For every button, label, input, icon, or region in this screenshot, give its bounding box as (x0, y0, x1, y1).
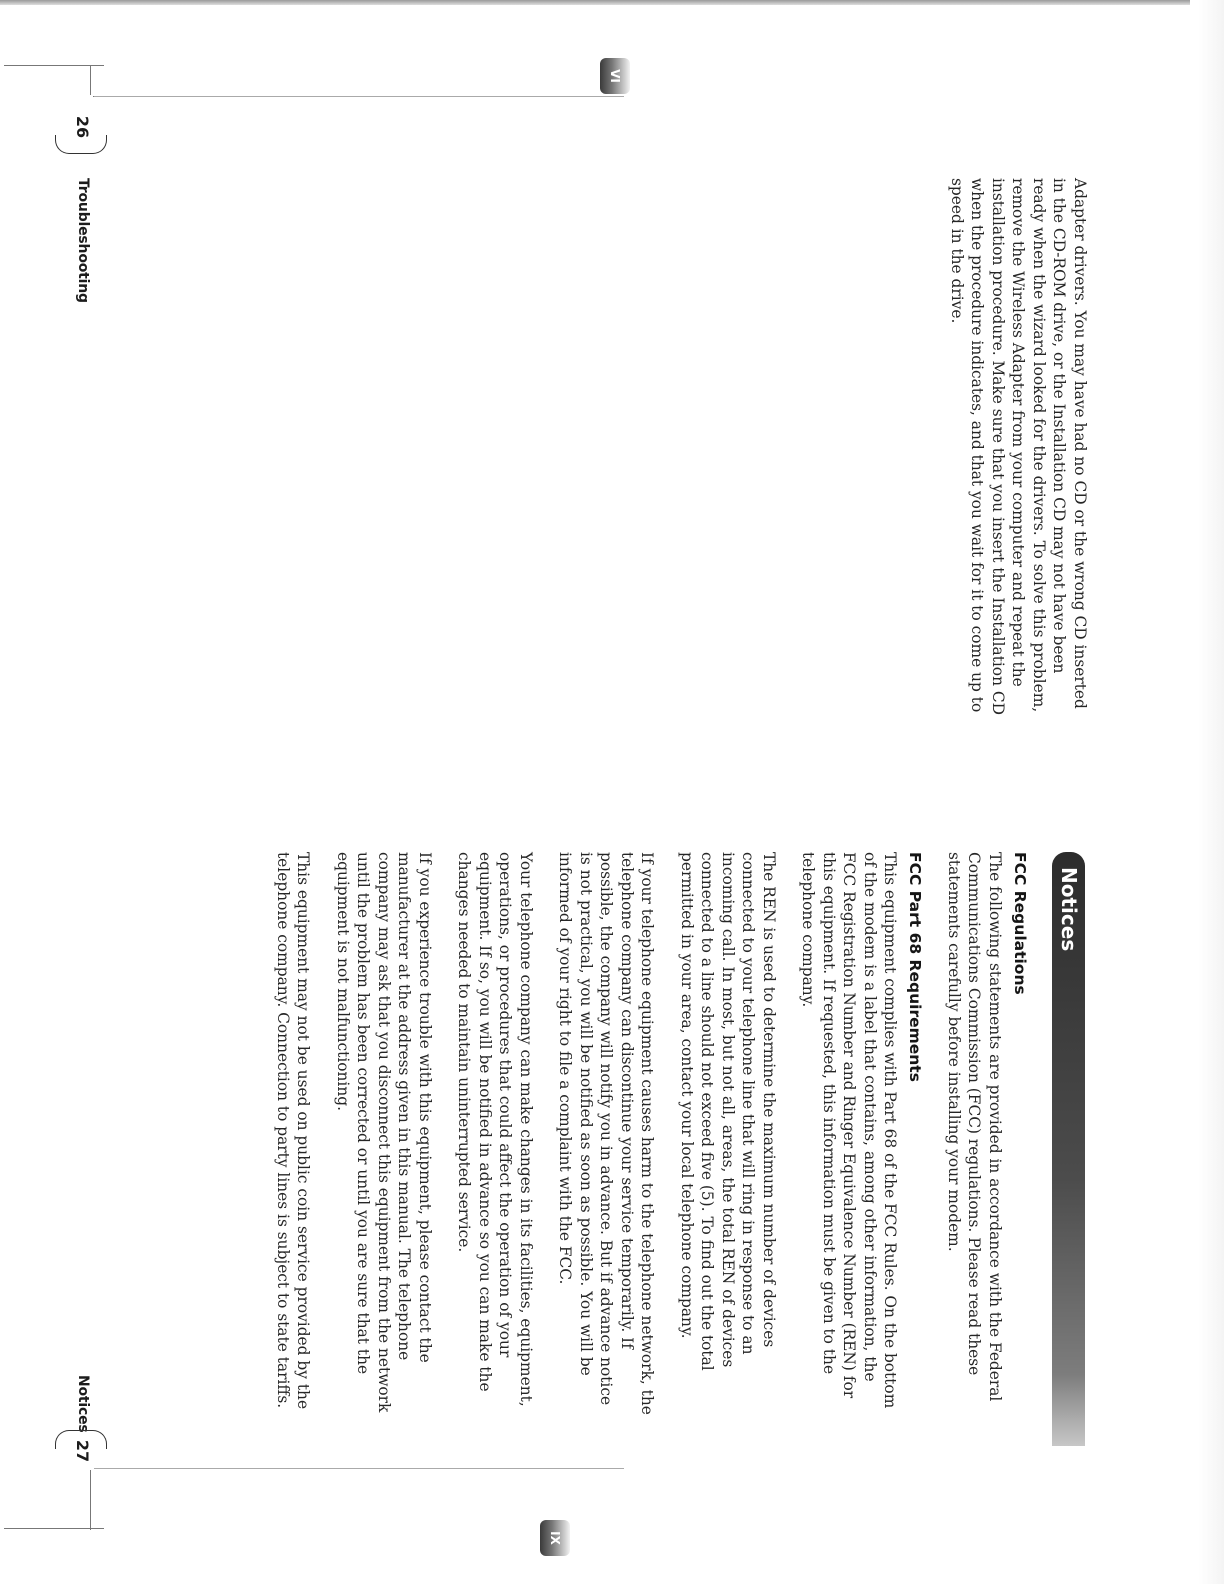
fcc-regulations-heading: FCC Regulations (1011, 852, 1029, 995)
right-thumb-tab: IX (540, 1520, 570, 1556)
notices-title: Notices (1057, 867, 1081, 952)
right-margin-rule (4, 1528, 104, 1529)
part68-paragraph: If you experience trouble with this equipment, please contact the manufacturer at the address given in this manual. The telephone company may ask that you disconnect this equipment from the network until the problem has been corrected or until you are sure that the equipment is not malfunctioning. (334, 852, 434, 1413)
part68-paragraph: This equipment may not be used on public coin service provided by the telephone company. Connection to party lines is subject to state tariffs. (274, 852, 313, 1410)
left-margin-rule (4, 65, 104, 66)
part68-paragraph: Your telephone company can make changes in its facilities, equipment, operations, or procedures that could affect the operation of your equipment. If so, you will be notified in advance so you can make the changes needed to maintain uninterrupted service. (455, 852, 535, 1407)
right-footer-rule (90, 1470, 91, 1530)
left-thumb-tab: VI (600, 58, 630, 94)
fcc-regulations-intro: The following statements are provided in accordance with the Federal Communications Commission (FCC) regulations. Please read these statements carefully before installing your modem. (945, 852, 1004, 1402)
right-page-number: 27 (73, 1439, 92, 1463)
left-footer-section: Troubleshooting (75, 178, 91, 303)
part68-paragraph: The REN is used to determine the maximum number of devices connected to your telephone line that will ring in response to an incoming call. In most, but not all, areas, the total REN of devices connected to a line should not exceed five (5). To find out the total permitted in your area, contact your local telephone company. (678, 852, 778, 1371)
notices-banner (1052, 852, 1085, 1446)
right-page (254, 852, 1086, 1420)
right-footer-section: Notices (75, 1375, 91, 1433)
left-footer-rule (90, 65, 91, 95)
left-page-number: 26 (73, 115, 92, 139)
troubleshooting-paragraph: Adapter drivers. You may have had no CD or the wrong CD inserted in the CD-ROM drive, or the Installation CD may not have been ready when the wizard looked for the drivers. To solve this problem, remove the Wireless Adapter from your computer and repeat the installation procedure. Make sure that you insert the Installation CD when the procedure indicates, and that you wait for it to come up to speed in the drive. (948, 178, 1089, 715)
fcc-part68-heading: FCC Part 68 Requirements (906, 852, 925, 1082)
part68-paragraph: This equipment complies with Part 68 of the FCC Rules. On the bottom of the modem is a label that contains, among other information, the FCC Registration Number and Ringer Equivalence Number (REN) for this equipment. If requested, this information must be given to the telephone company. (799, 852, 900, 1409)
left-page-column-rule (94, 96, 624, 97)
right-page-column-rule (94, 1468, 624, 1469)
part68-paragraph: If your telephone equipment causes harm to the telephone network, the telephone company can discontinue your service temporarily. If possible, the company will notify you in advance. But if advance notice is not practical, you will be notified as soon as possible. You will be informed of your right to file a complaint with the FCC. (556, 852, 657, 1415)
